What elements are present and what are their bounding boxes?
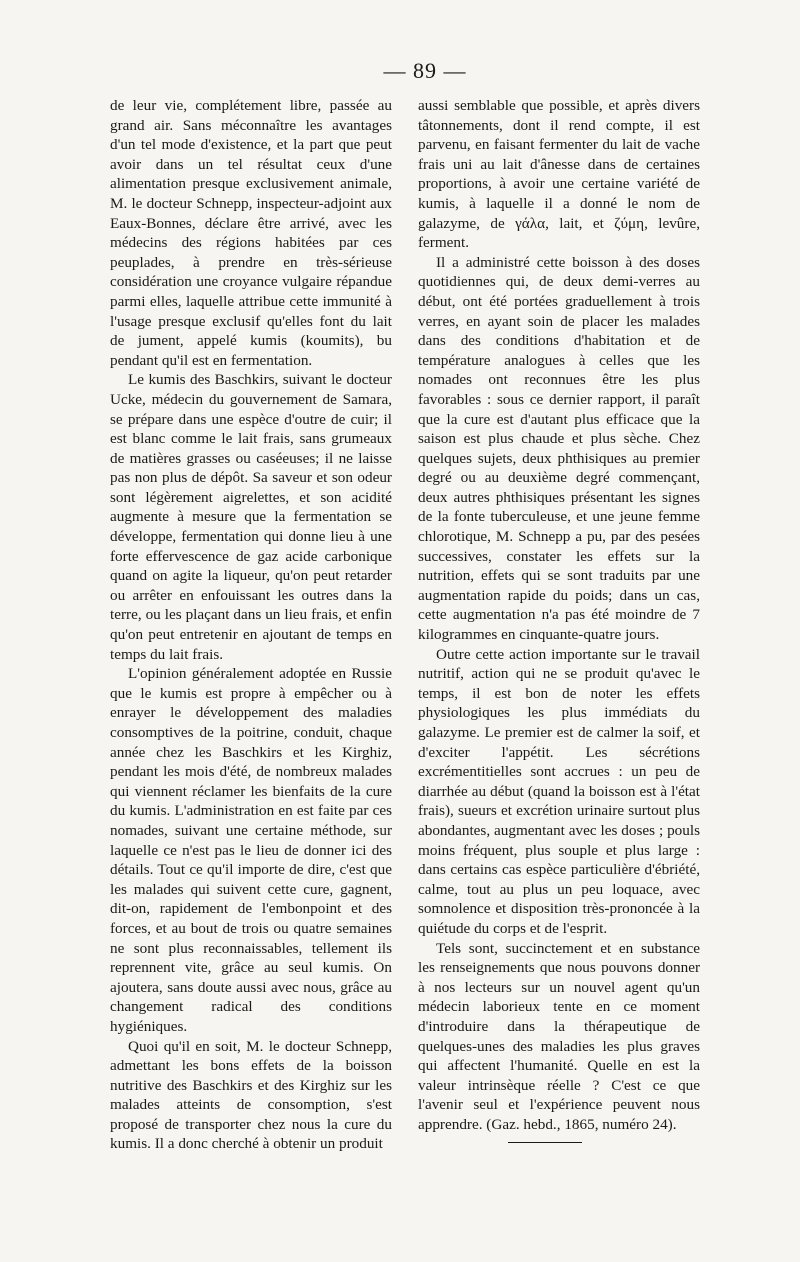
- end-rule: [508, 1142, 582, 1143]
- paragraph: Outre cette action importante sur le travail nutritif, action qui ne se produit qu'avec le temps, il est bon de noter les effets physiologiques les plus immédiats du galazyme. Le premier est de calmer la soif, et d'exciter l'appétit. Les sécrétions excrémentitielles sont accrues : un peu de diarrhée au début (quand la boisson est à l'état frais), sueurs et excrétion urinaire surtout plus abondantes, augmentant avec les doses ; pouls moins fréquent, plus souple et plus large : dans certains cas espèce particulière d'ébriété, calme, tout au plus un peu loquace, avec somnolence et disposition très-prononcée à la quiétude du corps et de l'esprit.: [418, 645, 700, 937]
- paragraph: aussi semblable que possible, et après divers tâtonnements, dont il rend compte, il est parvenu, en faisant fermenter du lait de vache frais uni au lait d'ânesse dans de certaines proportions, à avoir une certaine variété de kumis, à laquelle il a donné le nom de galazyme, de γάλα, lait, et ζύμη, levûre, ferment.: [418, 97, 700, 252]
- right-column: [418, 96, 700, 1154]
- paragraph: Tels sont, succinctement et en substance les renseignements que nous pouvons donner à nos lecteurs sur un nouvel agent qu'un médecin laborieux tente en ce moment d'introduire dans la thérapeutique de quelques-unes des maladies les plus graves qui affectent l'humanité. Quelle en est la valeur intrinsèque réelle ? C'est ce que l'avenir seul et l'expérience peuvent nous apprendre. (Gaz. hebd., 1865, numéro 24).: [418, 939, 700, 1133]
- text-columns: [110, 96, 700, 1154]
- paragraph: Le kumis des Baschkirs, suivant le docteur Ucke, médecin du gouvernement de Samara, se prépare dans une espèce d'outre de cuir; il est blanc comme le lait frais, sans grumeaux de matières grasses ou caséeuses; il ne laisse pas non plus de dépôt. Sa saveur et son odeur sont légèrement aigrelettes, et son acidité augmente à mesure que la fermentation se développe, fermentation qui donne lieu à une forte effervescence de gaz acide carbonique quand on agite la liqueur, qu'on peut retarder ou arrêter en enfouissant les outres dans la terre, ou les plaçant dans un lieu frais, et enfin qu'on peut entretenir en ajoutant de temps en temps du lait frais.: [110, 371, 392, 663]
- paragraph: L'opinion généralement adoptée en Russie que le kumis est propre à empêcher ou à enrayer le développement des maladies consomptives de la poitrine, conduit, chaque année chez les Baschkirs et les Kirghiz, pendant les mois d'été, de nombreux malades qui viennent réclamer les bienfaits de la cure du kumis. L'administration en est faite par ces nomades, suivant une certaine méthode, sur laquelle ce n'est pas le lieu de donner ici des détails. Tout ce qu'il importe de dire, c'est que les malades qui suivent cette cure, gagnent, dit-on, rapidement de l'embonpoint et des forces, et au bout de trois ou quatre semaines ne sont plus reconnaissables, tellement ils reprennent vite, grâce au seul kumis. On ajoutera, sans doute aussi avec nous, grâce au changement radical des conditions hygiéniques.: [110, 665, 392, 1035]
- page-number: — 89 —: [383, 58, 467, 83]
- paragraph: Quoi qu'il en soit, M. le docteur Schnepp, admettant les bons effets de la boisson nutritive des Baschkirs et des Kirghiz sur les malades atteints de consomption, s'est proposé de transporter chez nous la cure du kumis. Il a donc cherché à obtenir un produit: [110, 1037, 392, 1153]
- paragraph: Il a administré cette boisson à des doses quotidiennes qui, de deux demi-verres au début, ont été portées graduellement à trois verres, en ayant soin de placer les malades dans des conditions d'habitation et de température analogues à celles que les nomades ont reconnues être les plus favorables : sous ce dernier rapport, il paraît que la cure est d'autant plus efficace que la saison est plus chaude et plus sèche. Chez quelques sujets, deux phthisiques au premier degré ou au deuxième degré commençant, deux autres phthisiques présentant les signes de la fonte tuberculeuse, et une jeune femme chlorotique, M. Schnepp a pu, par des pesées successives, constater les effets sur la nutrition, effets qui se sont traduits par une augmentation rapide du poids; dans un cas, cette augmentation n'a pas été moindre de 7 kilogrammes en cinquante-quatre jours.: [418, 253, 700, 644]
- paragraph: de leur vie, complétement libre, passée au grand air. Sans méconnaître les avantages d'un tel mode d'existence, et la part que peut avoir dans un tel résultat ceux d'une alimentation presque exclusivement animale, M. le docteur Schnepp, inspecteur-adjoint aux Eaux-Bonnes, déclare être arrivé, avec les médecins des régions habitées par ces peuplades, à prendre en très-sérieuse considération une croyance vulgaire répandue parmi elles, laquelle attribue cette immunité à l'usage presque exclusif qu'elles font du lait de jument, appelé kumis (koumits), bu pendant qu'il est en fermentation.: [110, 97, 392, 369]
- left-column: [110, 96, 392, 1154]
- book-page: [110, 58, 700, 1208]
